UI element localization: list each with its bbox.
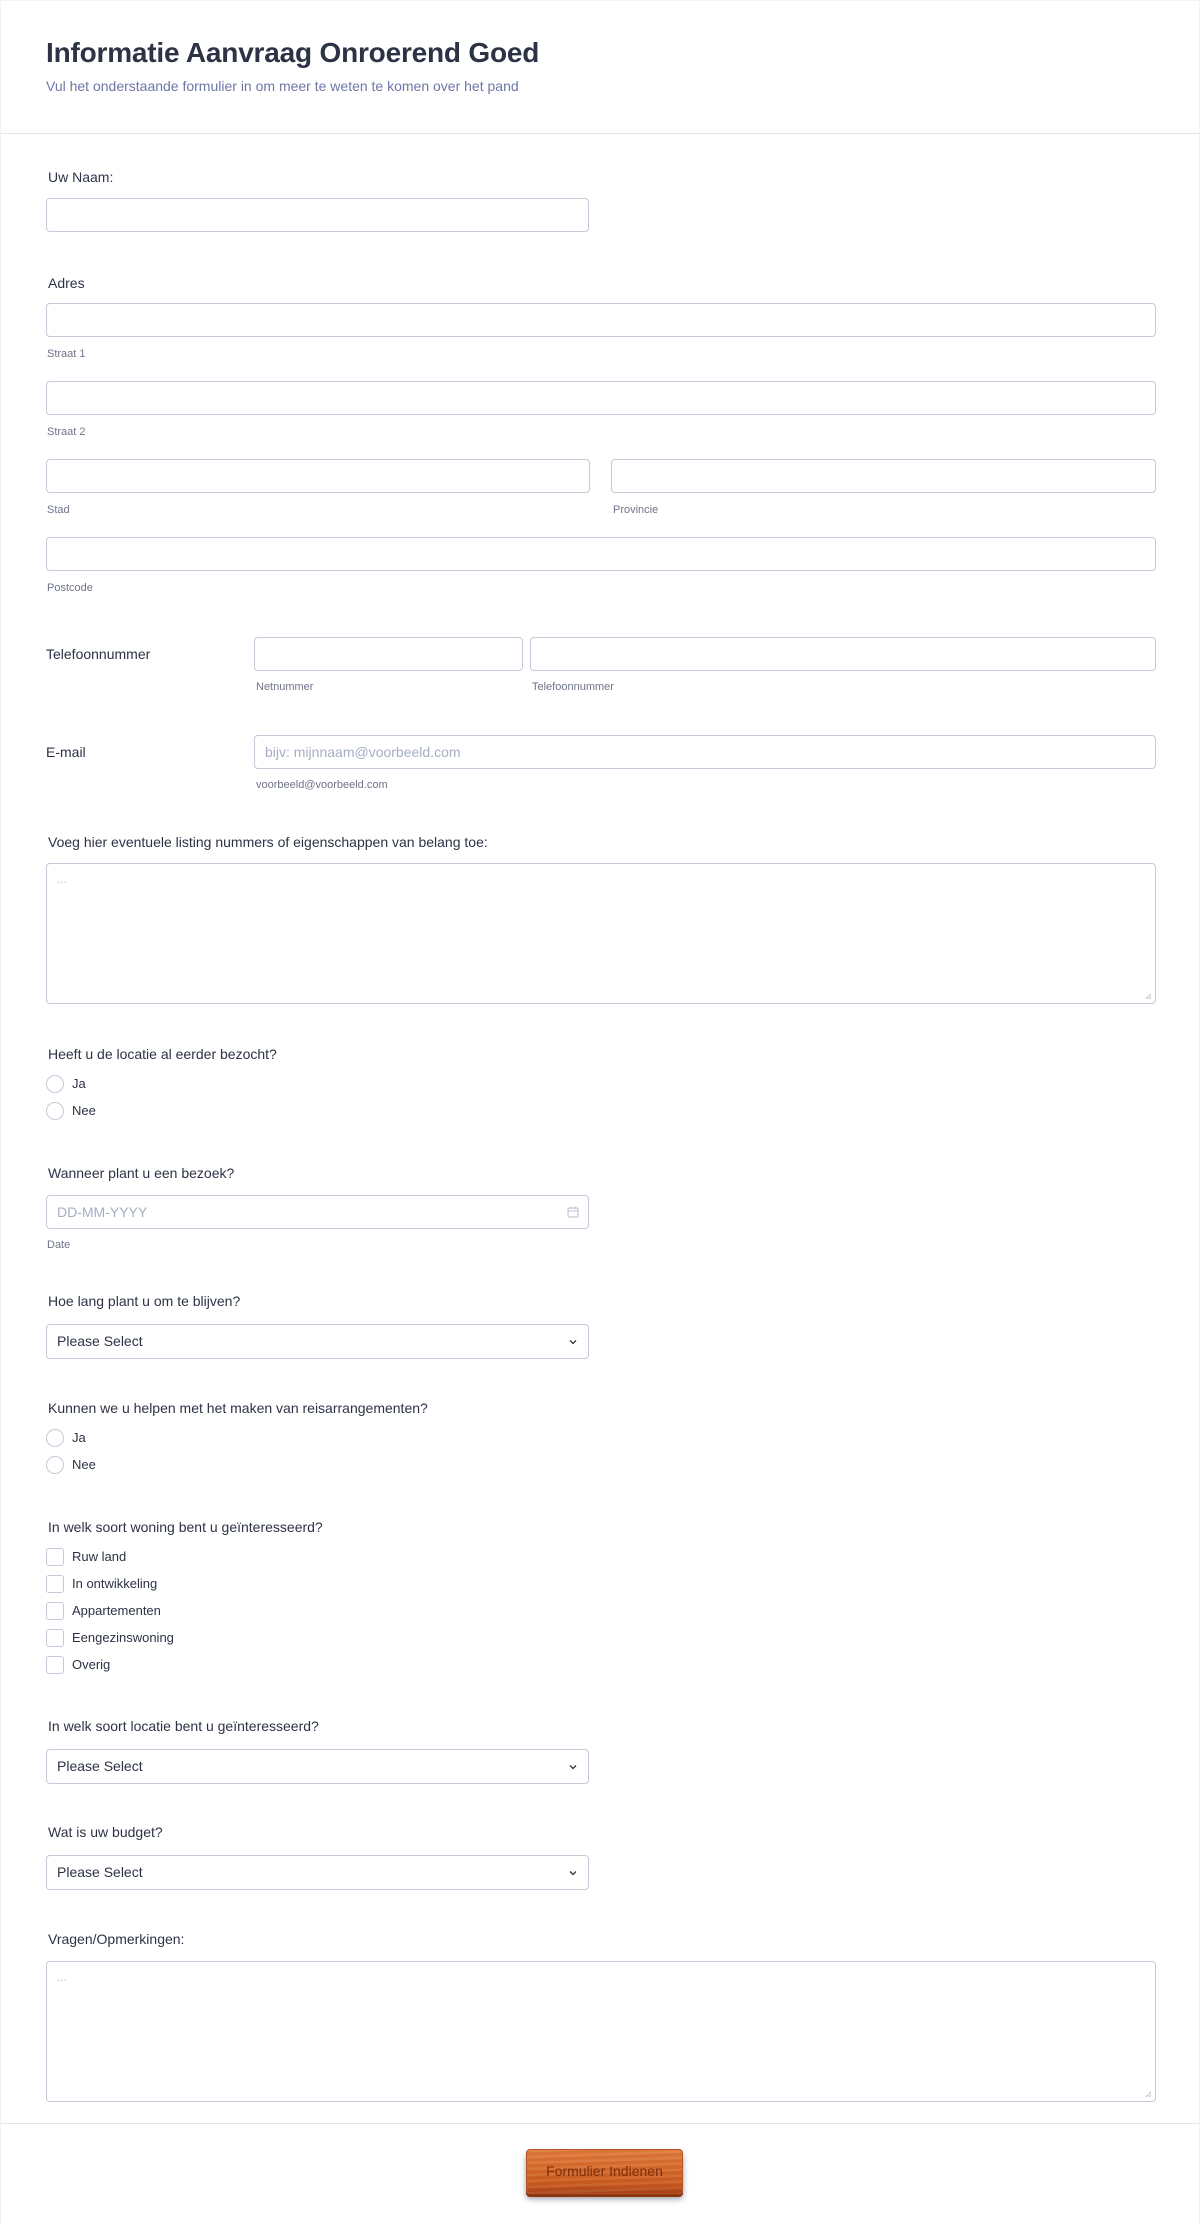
listings-textarea[interactable] xyxy=(46,863,1156,1004)
stay-length-selected: Please Select xyxy=(57,1333,143,1349)
travel-option-ja: Ja xyxy=(72,1430,86,1445)
visit-date-input[interactable] xyxy=(46,1195,589,1229)
budget-label: Wat is uw budget? xyxy=(48,1824,163,1840)
home-type-checkbox-in-ontwikkeling[interactable] xyxy=(46,1575,64,1593)
resize-grip-icon[interactable] xyxy=(1144,2090,1152,2098)
postcode-sublabel: Postcode xyxy=(47,582,93,594)
comments-textarea[interactable] xyxy=(46,1961,1156,2102)
travel-help-label: Kunnen we u helpen met het maken van reisarrangementen? xyxy=(48,1400,428,1416)
comments-label: Vragen/Opmerkingen: xyxy=(48,1931,185,1947)
visited-label: Heeft u de locatie al eerder bezocht? xyxy=(48,1046,277,1062)
home-type-option: In ontwikkeling xyxy=(72,1576,158,1591)
street1-sublabel: Straat 1 xyxy=(47,348,86,360)
home-type-option: Eengezinswoning xyxy=(72,1630,174,1645)
header-divider xyxy=(1,133,1200,134)
chevron-down-icon xyxy=(568,1868,578,1878)
travel-option-nee: Nee xyxy=(72,1457,96,1472)
budget-select[interactable] xyxy=(46,1855,589,1890)
phone-number-input[interactable] xyxy=(530,637,1156,671)
home-type-checkbox-eengezinswoning[interactable] xyxy=(46,1629,64,1647)
resize-grip-icon[interactable] xyxy=(1144,992,1152,1000)
email-sublabel: voorbeeld@voorbeeld.com xyxy=(256,779,388,791)
home-type-option: Overig xyxy=(72,1657,111,1672)
comments-placeholder: ... xyxy=(57,1970,68,1984)
visited-option-nee: Nee xyxy=(72,1103,96,1118)
listings-placeholder: ... xyxy=(57,872,68,886)
city-input[interactable] xyxy=(46,459,590,493)
visited-radio-nee[interactable] xyxy=(46,1102,64,1120)
stay-length-select[interactable] xyxy=(46,1324,589,1359)
home-type-checkbox-ruw-land[interactable] xyxy=(46,1548,64,1566)
submit-button[interactable]: Formulier Indienen xyxy=(526,2149,683,2194)
phone-number-sublabel: Telefoonnummer xyxy=(532,681,614,693)
home-type-option: Ruw land xyxy=(72,1549,127,1564)
home-type-checkbox-appartementen[interactable] xyxy=(46,1602,64,1620)
name-label: Uw Naam: xyxy=(48,169,114,185)
visited-radio-ja[interactable] xyxy=(46,1075,64,1093)
stay-length-label: Hoe lang plant u om te blijven? xyxy=(48,1293,241,1309)
visit-date-sublabel: Date xyxy=(47,1239,71,1251)
city-sublabel: Stad xyxy=(47,504,70,516)
visit-date-placeholder: DD-MM-YYYY xyxy=(57,1204,148,1220)
address-label: Adres xyxy=(48,275,85,291)
visited-option-ja: Ja xyxy=(72,1076,86,1091)
budget-selected: Please Select xyxy=(57,1864,143,1880)
email-label: E-mail xyxy=(46,744,86,760)
province-input[interactable] xyxy=(611,459,1156,493)
home-type-label: In welk soort woning bent u geïnteresseerd? xyxy=(48,1519,323,1535)
home-type-option: Appartementen xyxy=(72,1603,161,1618)
page-title: Informatie Aanvraag Onroerend Goed xyxy=(46,37,540,68)
street1-input[interactable] xyxy=(46,303,1156,337)
location-type-label: In welk soort locatie bent u geïnteresseerd? xyxy=(48,1718,319,1734)
location-type-select[interactable] xyxy=(46,1749,589,1784)
footer-divider xyxy=(1,2123,1200,2124)
street2-input[interactable] xyxy=(46,381,1156,415)
name-input[interactable] xyxy=(46,198,589,232)
province-sublabel: Provincie xyxy=(613,504,659,516)
location-type-selected: Please Select xyxy=(57,1758,143,1774)
phone-label: Telefoonnummer xyxy=(46,646,151,662)
area-code-sublabel: Netnummer xyxy=(256,681,314,693)
home-type-checkbox-overig[interactable] xyxy=(46,1656,64,1674)
page-subtitle: Vul het onderstaande formulier in om meer te weten te komen over het pand xyxy=(46,78,519,94)
postcode-input[interactable] xyxy=(46,537,1156,571)
travel-radio-nee[interactable] xyxy=(46,1456,64,1474)
visit-date-label: Wanneer plant u een bezoek? xyxy=(48,1165,235,1181)
street2-sublabel: Straat 2 xyxy=(47,426,86,438)
chevron-down-icon xyxy=(568,1337,578,1347)
area-code-input[interactable] xyxy=(254,637,523,671)
travel-radio-ja[interactable] xyxy=(46,1429,64,1447)
calendar-icon[interactable] xyxy=(566,1205,580,1219)
chevron-down-icon xyxy=(568,1762,578,1772)
email-input[interactable]: bijv: mijnnaam@voorbeeld.com xyxy=(254,735,1156,769)
listings-label: Voeg hier eventuele listing nummers of eigenschappen van belang toe: xyxy=(48,834,488,850)
